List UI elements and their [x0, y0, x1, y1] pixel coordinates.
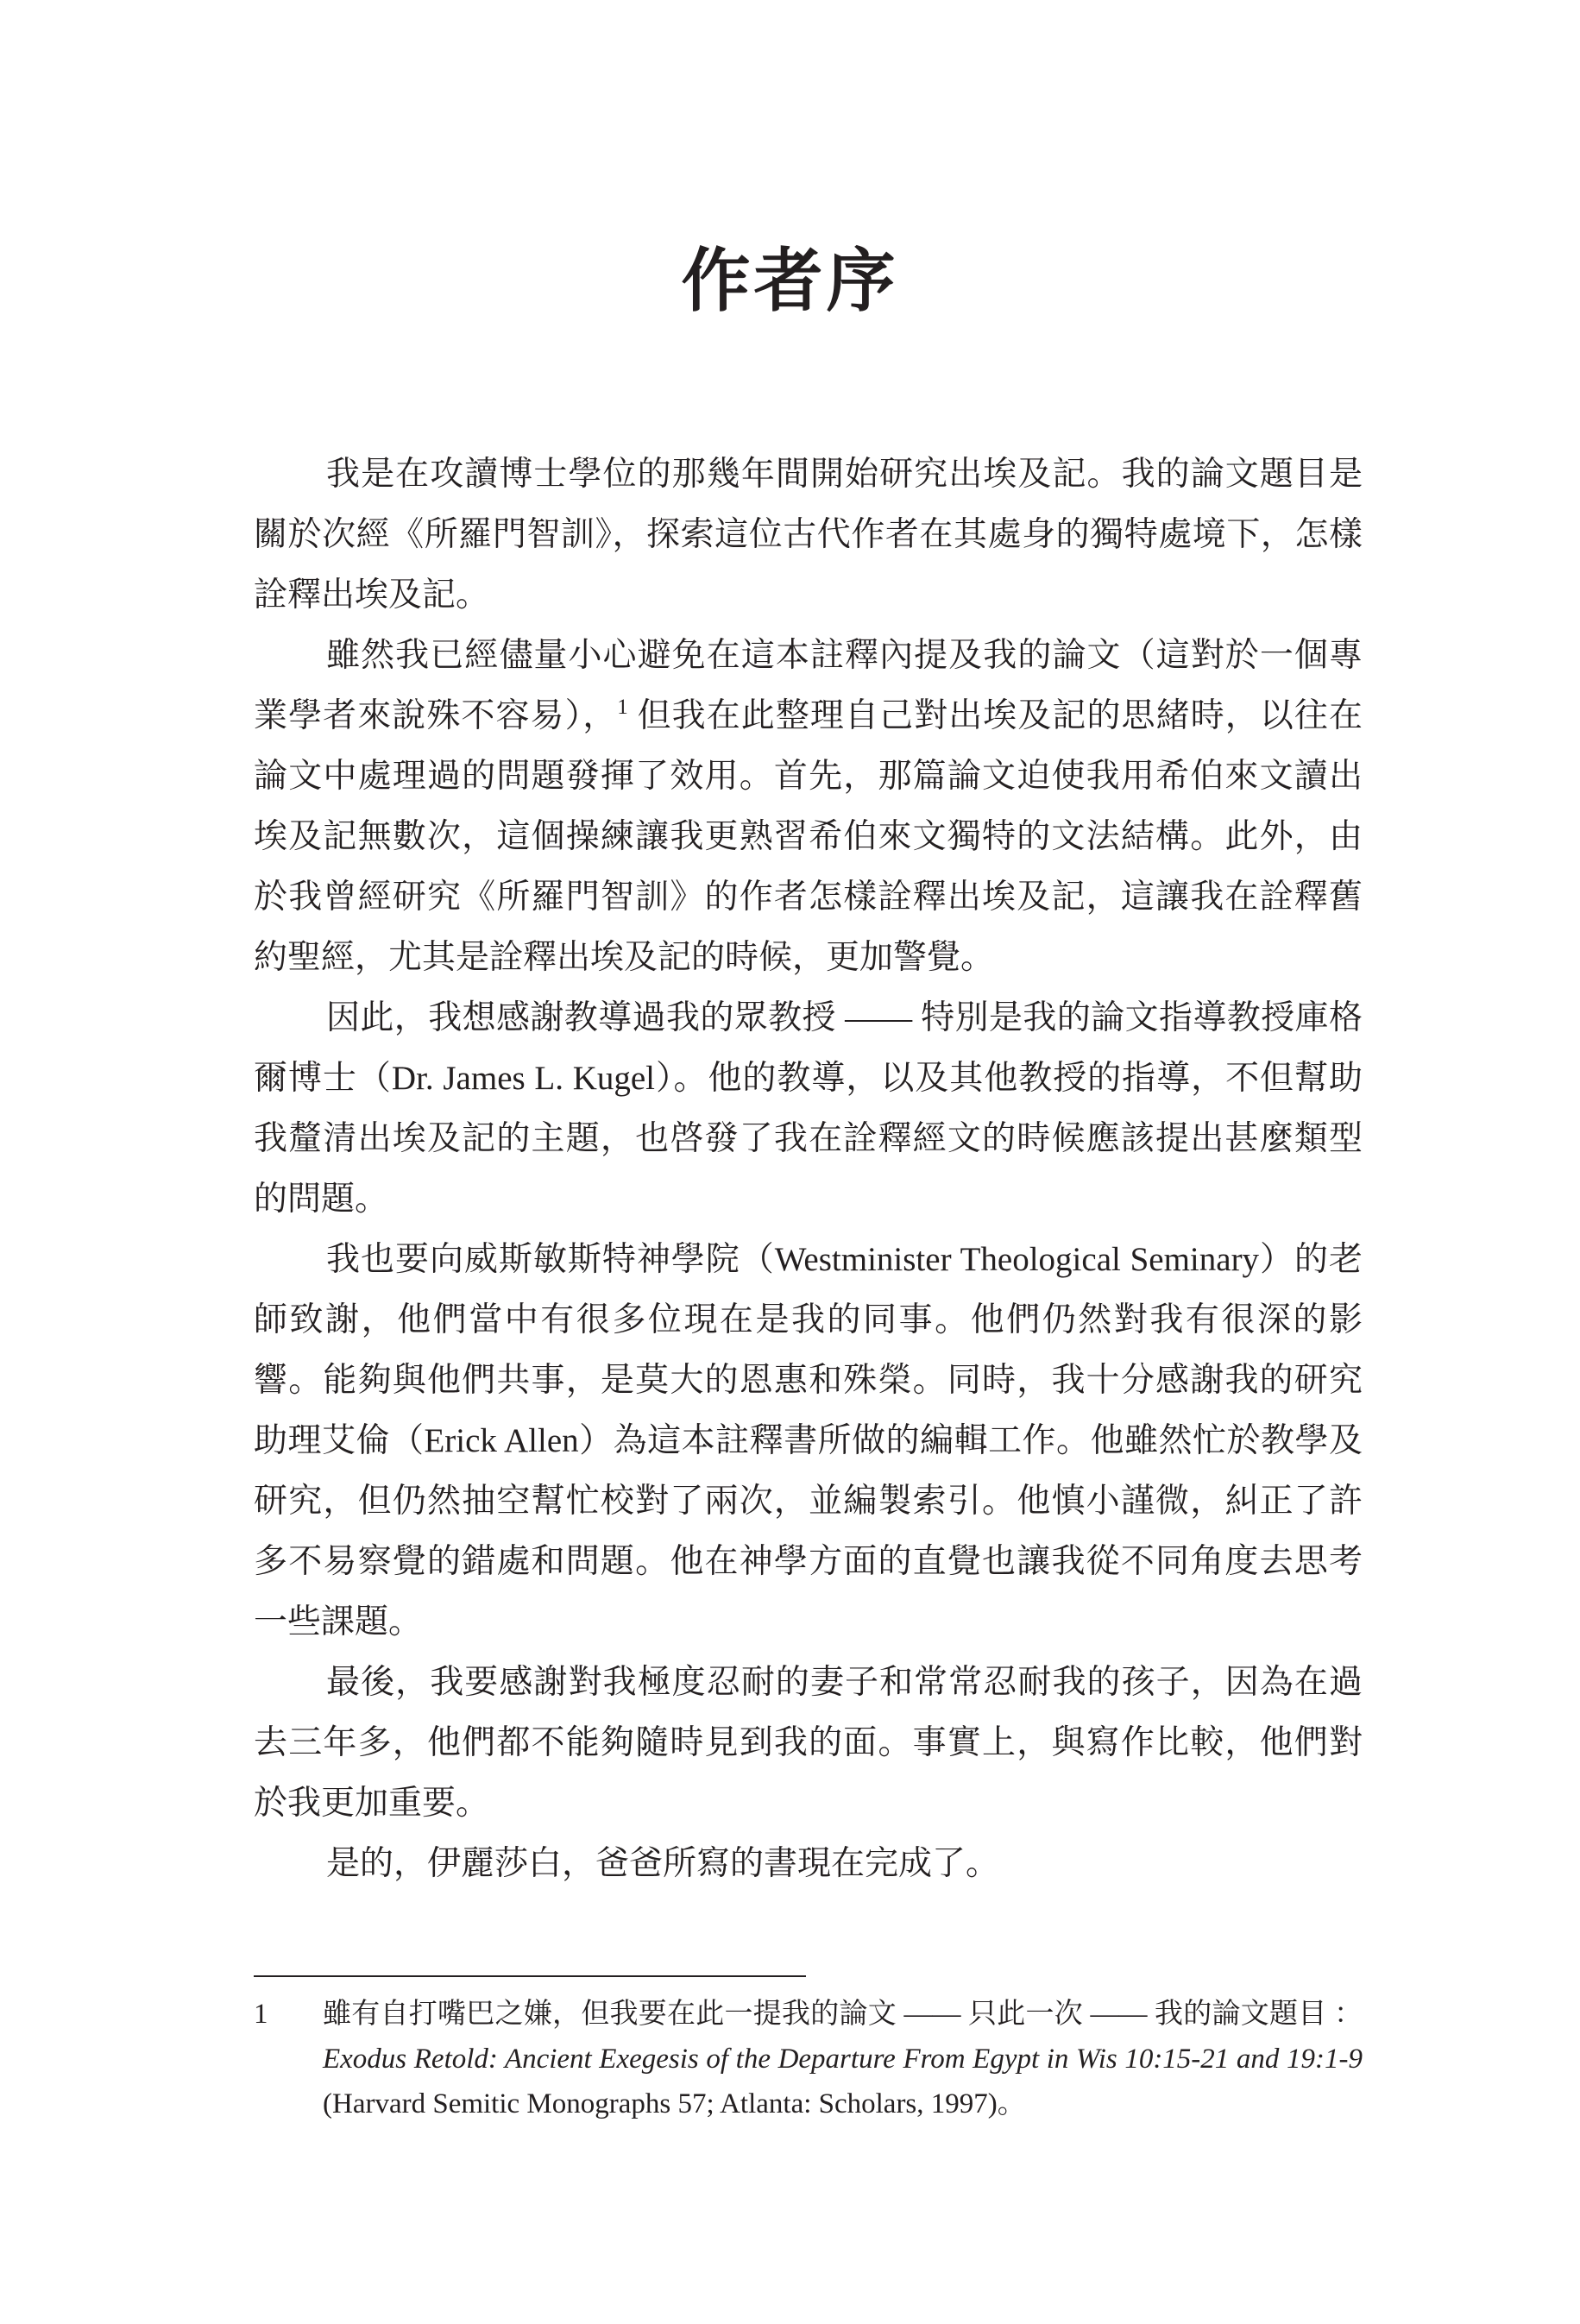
paragraph-6: 是的，伊麗莎白，爸爸所寫的書現在完成了。 — [326, 1845, 1000, 1882]
paragraph-1: 我是在攻讀博士學位的那幾年間開始研究出埃及記。我的論文題目是關於次經《所羅門智訓》，探索這位古代作者在其處身的獨特處境下，怎樣詮釋出埃及記。 — [254, 456, 1363, 614]
paragraph-4: 我也要向威斯敏斯特神學院（Westminister Theological Seminary）的老師致謝，他們當中有很多位現在是我的同事。他們仍然對我有很深的影響。能夠與他們共事，是莫大的恩惠和殊榮。同時，我十分感謝我的研究助理艾倫（Erick Allen）為這本註釋書所做的編輯工作。他雖然忙於教學及研究，但仍然抽空幫忙校對了兩次，並編製索引。他慎小謹微，糾正了許多不易察覺的錯處和問題。他在神學方面的直覺也讓我從不同角度去思考一些課題。 — [254, 1241, 1363, 1641]
paragraph-3: 因此，我想感謝教導過我的眾教授 —— 特別是我的論文指導教授庫格爾博士（Dr. James L. Kugel）。他的教導，以及其他教授的指導，不但幫助我釐清出埃及記的主題，也啓發了我在詮釋經文的時候應該提出甚麼類型的問題。 — [254, 999, 1363, 1218]
paragraph-2 — [254, 626, 1363, 988]
footnote-text-tail: (Harvard Semitic Monographs 57; Atlanta: Scholars, 1997)。 — [323, 2088, 1026, 2119]
preface-body — [254, 444, 1363, 1894]
footnote — [254, 1992, 1363, 2126]
footnote-number: 1 — [254, 1999, 268, 2030]
footnote-reference: 1 — [617, 696, 628, 719]
page-title: 作者序 — [681, 241, 899, 321]
paragraph-2-text-a: 雖然我已經儘量小心避免在這本註釋內提及我的論文（這對於一個專業學者來說殊不容易）， — [254, 637, 1363, 734]
footnote-divider — [254, 1975, 806, 1977]
footnote-dissertation-title: Exodus Retold: Ancient Exegesis of the Departure From Egypt in Wis 10:15-21 and 19:1-9 — [323, 2044, 1363, 2075]
paragraph-5: 最後，我要感謝對我極度忍耐的妻子和常常忍耐我的孩子，因為在過去三年多，他們都不能夠隨時見到我的面。事實上，與寫作比較，他們對於我更加重要。 — [254, 1664, 1363, 1822]
footnote-text — [323, 1992, 1363, 2126]
footnote-text-lead: 雖有自打嘴巴之嫌，但我要在此一提我的論文 —— 只此一次 —— 我的論文題目 ： — [323, 1999, 1363, 2030]
paragraph-2-text-b: 但我在此整理自己對出埃及記的思緒時，以往在論文中處理過的問題發揮了效用。首先，那篇論文迫使我用希伯來文讀出埃及記無數次，這個操練讓我更熟習希伯來文獨特的文法結構。此外，由於我曾經研究《所羅門智訓》的作者怎樣詮釋出埃及記，這讓我在詮釋舊約聖經，尤其是詮釋出埃及記的時候，更加警覺。 — [254, 697, 1363, 976]
